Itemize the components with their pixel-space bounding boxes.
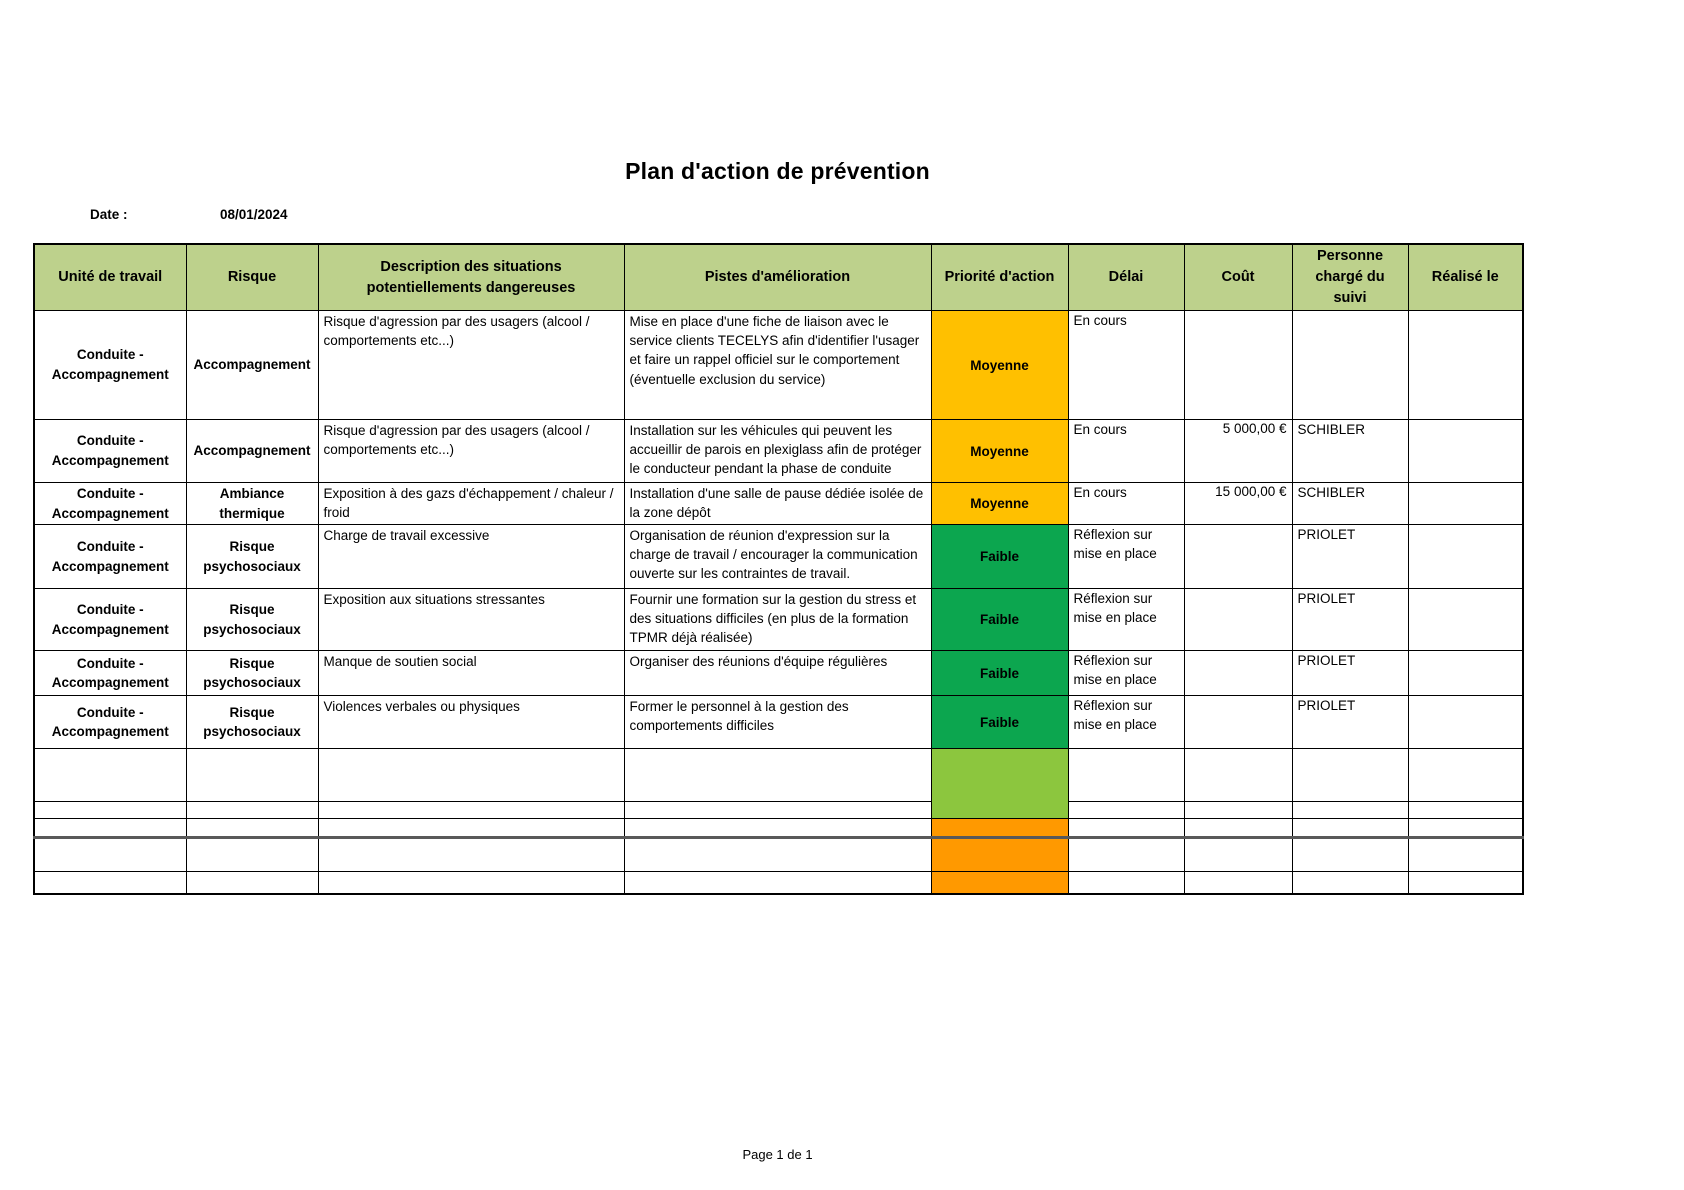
- cell-pistes: [624, 838, 931, 872]
- cell-delai: En cours: [1068, 311, 1184, 420]
- cell-priorite: Moyenne: [931, 483, 1068, 525]
- cell-risque: Risque psychosociaux: [186, 651, 318, 696]
- cell-description: Violences verbales ou physiques: [318, 696, 624, 749]
- cell-realise: [1408, 483, 1523, 525]
- cell-description: Risque d'agression par des usagers (alcool / comportements etc...): [318, 420, 624, 483]
- cell-priorite: Faible: [931, 696, 1068, 749]
- cell-unite: Conduite - Accompagnement: [34, 420, 186, 483]
- cell-priorite: [931, 749, 1068, 819]
- cell-delai: [1068, 819, 1184, 838]
- cell-pistes: [624, 872, 931, 894]
- prevention-action-table: [33, 243, 1524, 895]
- column-header-personne: Personne chargé du suivi: [1292, 244, 1408, 311]
- cell-delai: En cours: [1068, 483, 1184, 525]
- cell-delai: Réflexion sur mise en place: [1068, 696, 1184, 749]
- cell-unite: Conduite - Accompagnement: [34, 651, 186, 696]
- cell-description: Risque d'agression par des usagers (alcool / comportements etc...): [318, 311, 624, 420]
- cell-cout: [1184, 872, 1292, 894]
- cell-realise: [1408, 420, 1523, 483]
- cell-description: [318, 802, 624, 819]
- cell-personne: SCHIBLER: [1292, 420, 1408, 483]
- column-header-delai: Délai: [1068, 244, 1184, 311]
- prevention-table-container: [33, 243, 1524, 895]
- cell-personne: PRIOLET: [1292, 589, 1408, 651]
- cell-delai: [1068, 872, 1184, 894]
- cell-realise: [1408, 589, 1523, 651]
- cell-unite: [34, 872, 186, 894]
- table-row: [34, 483, 1523, 525]
- cell-pistes: Former le personnel à la gestion des comportements difficiles: [624, 696, 931, 749]
- cell-risque: [186, 802, 318, 819]
- cell-delai: Réflexion sur mise en place: [1068, 589, 1184, 651]
- cell-risque: [186, 838, 318, 872]
- cell-risque: Accompagnement: [186, 420, 318, 483]
- cell-risque: Ambiance thermique: [186, 483, 318, 525]
- date-line: [90, 207, 288, 222]
- cell-pistes: Mise en place d'une fiche de liaison avec le service clients TECELYS afin d'identifier l'usager et faire un rappel officiel sur le comportement (éventuelle exclusion du service): [624, 311, 931, 420]
- cell-delai: [1068, 802, 1184, 819]
- cell-unite: [34, 838, 186, 872]
- column-header-pistes: Pistes d'amélioration: [624, 244, 931, 311]
- cell-realise: [1408, 802, 1523, 819]
- cell-delai: Réflexion sur mise en place: [1068, 651, 1184, 696]
- cell-personne: [1292, 311, 1408, 420]
- cell-personne: [1292, 872, 1408, 894]
- cell-pistes: [624, 802, 931, 819]
- column-header-realise: Réalisé le: [1408, 244, 1523, 311]
- cell-unite: [34, 749, 186, 802]
- cell-realise: [1408, 311, 1523, 420]
- cell-cout: [1184, 589, 1292, 651]
- cell-realise: [1408, 749, 1523, 802]
- cell-realise: [1408, 696, 1523, 749]
- cell-unite: Conduite - Accompagnement: [34, 311, 186, 420]
- cell-cout: [1184, 819, 1292, 838]
- cell-unite: Conduite - Accompagnement: [34, 483, 186, 525]
- cell-description: Exposition aux situations stressantes: [318, 589, 624, 651]
- cell-cout: 5 000,00 €: [1184, 420, 1292, 483]
- cell-cout: [1184, 696, 1292, 749]
- cell-personne: PRIOLET: [1292, 696, 1408, 749]
- cell-pistes: Organisation de réunion d'expression sur la charge de travail / encourager la communication ouverte sur les contraintes de travail.: [624, 525, 931, 589]
- cell-cout: [1184, 525, 1292, 589]
- table-row: [34, 819, 1523, 838]
- cell-description: Manque de soutien social: [318, 651, 624, 696]
- table-row: [34, 838, 1523, 872]
- cell-priorite: [931, 872, 1068, 894]
- column-header-unite: Unité de travail: [34, 244, 186, 311]
- cell-risque: Risque psychosociaux: [186, 589, 318, 651]
- cell-personne: [1292, 802, 1408, 819]
- cell-description: Charge de travail excessive: [318, 525, 624, 589]
- cell-pistes: Installation d'une salle de pause dédiée isolée de la zone dépôt: [624, 483, 931, 525]
- cell-unite: Conduite - Accompagnement: [34, 525, 186, 589]
- cell-description: [318, 819, 624, 838]
- cell-priorite: Faible: [931, 525, 1068, 589]
- cell-realise: [1408, 872, 1523, 894]
- page-title: Plan d'action de prévention: [625, 158, 930, 184]
- cell-risque: [186, 872, 318, 894]
- cell-priorite: [931, 838, 1068, 872]
- cell-pistes: Organiser des réunions d'équipe régulières: [624, 651, 931, 696]
- table-row: [34, 802, 1523, 819]
- cell-cout: [1184, 749, 1292, 802]
- cell-cout: [1184, 802, 1292, 819]
- cell-risque: [186, 749, 318, 802]
- cell-pistes: [624, 819, 931, 838]
- cell-realise: [1408, 819, 1523, 838]
- cell-personne: PRIOLET: [1292, 525, 1408, 589]
- cell-pistes: [624, 749, 931, 802]
- cell-realise: [1408, 651, 1523, 696]
- cell-realise: [1408, 838, 1523, 872]
- cell-personne: PRIOLET: [1292, 651, 1408, 696]
- table-row: [34, 420, 1523, 483]
- cell-unite: Conduite - Accompagnement: [34, 589, 186, 651]
- cell-priorite: Faible: [931, 589, 1068, 651]
- cell-personne: [1292, 819, 1408, 838]
- cell-pistes: Installation sur les véhicules qui peuvent les accueillir de parois en plexiglass afin de protéger le conducteur pendant la phase de conduite: [624, 420, 931, 483]
- cell-risque: Risque psychosociaux: [186, 696, 318, 749]
- cell-risque: Accompagnement: [186, 311, 318, 420]
- table-row: [34, 749, 1523, 802]
- cell-realise: [1408, 525, 1523, 589]
- column-header-risque: Risque: [186, 244, 318, 311]
- column-header-cout: Coût: [1184, 244, 1292, 311]
- cell-description: [318, 838, 624, 872]
- cell-unite: [34, 819, 186, 838]
- table-row: [34, 525, 1523, 589]
- table-header-row: [34, 244, 1523, 311]
- table-row: [34, 311, 1523, 420]
- table-row: [34, 696, 1523, 749]
- date-label: Date :: [90, 207, 128, 222]
- column-header-description: Description des situations potentiellements dangereuses: [318, 244, 624, 311]
- cell-personne: [1292, 749, 1408, 802]
- cell-cout: [1184, 838, 1292, 872]
- cell-priorite: Moyenne: [931, 420, 1068, 483]
- cell-personne: SCHIBLER: [1292, 483, 1408, 525]
- cell-personne: [1292, 838, 1408, 872]
- cell-risque: Risque psychosociaux: [186, 525, 318, 589]
- cell-delai: Réflexion sur mise en place: [1068, 525, 1184, 589]
- cell-delai: En cours: [1068, 420, 1184, 483]
- cell-risque: [186, 819, 318, 838]
- page-footer: Page 1 de 1: [742, 1147, 813, 1162]
- cell-pistes: Fournir une formation sur la gestion du stress et des situations difficiles (en plus de la formation TPMR déjà réalisée): [624, 589, 931, 651]
- table-row: [34, 872, 1523, 894]
- cell-delai: [1068, 838, 1184, 872]
- cell-priorite: [931, 819, 1068, 838]
- cell-cout: [1184, 311, 1292, 420]
- cell-description: [318, 872, 624, 894]
- cell-cout: 15 000,00 €: [1184, 483, 1292, 525]
- cell-delai: [1068, 749, 1184, 802]
- cell-priorite: Faible: [931, 651, 1068, 696]
- cell-unite: [34, 802, 186, 819]
- cell-unite: Conduite - Accompagnement: [34, 696, 186, 749]
- cell-priorite: Moyenne: [931, 311, 1068, 420]
- cell-description: [318, 749, 624, 802]
- column-header-priorite: Priorité d'action: [931, 244, 1068, 311]
- cell-cout: [1184, 651, 1292, 696]
- cell-description: Exposition à des gazs d'échappement / chaleur / froid: [318, 483, 624, 525]
- date-value: 08/01/2024: [220, 207, 288, 222]
- table-row: [34, 651, 1523, 696]
- table-row: [34, 589, 1523, 651]
